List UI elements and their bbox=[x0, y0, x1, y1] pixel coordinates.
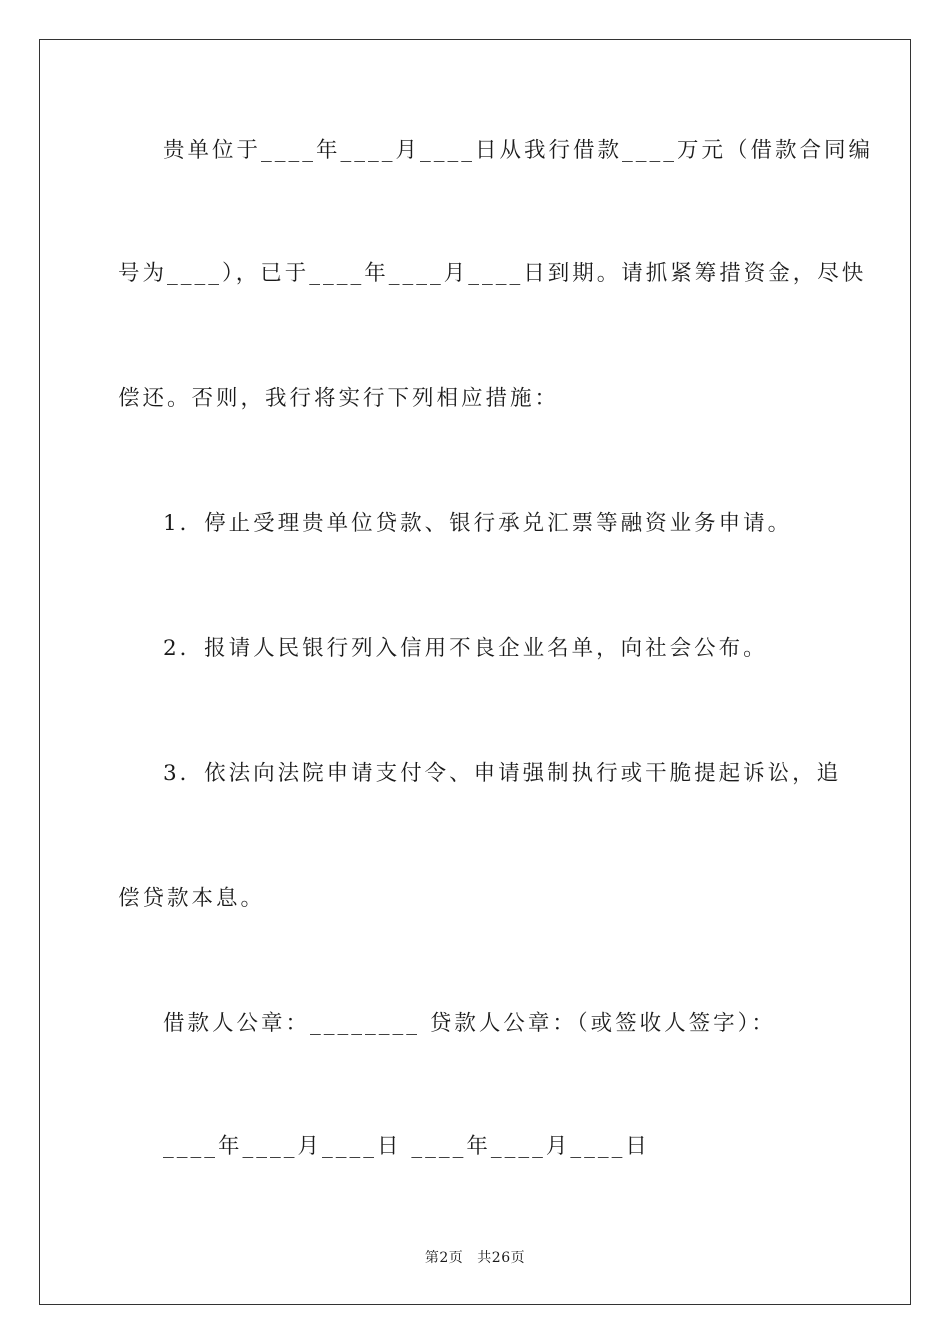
page-number: 第2页 bbox=[424, 1250, 464, 1266]
seal-line: 借款人公章：________ 贷款人公章：（或签收人签字）： bbox=[163, 1011, 776, 1036]
measure-item-3: 3．依法向法院申请支付令、申请强制执行或干脆提起诉讼，追 bbox=[163, 761, 842, 786]
measure-item-3-continued: 偿贷款本息。 bbox=[118, 886, 266, 911]
page-footer bbox=[0, 1247, 950, 1267]
measure-item-1: 1．停止受理贵单位贷款、银行承兑汇票等融资业务申请。 bbox=[163, 511, 793, 536]
paragraph-line-2: 号为____），已于____年____月____日到期。请抓紧筹措资金，尽快 bbox=[118, 261, 867, 286]
page-total: 共26页 bbox=[477, 1250, 526, 1266]
paragraph-line-1: 贵单位于____年____月____日从我行借款____万元（借款合同编 bbox=[163, 138, 874, 163]
paragraph-line-3: 偿还。否则，我行将实行下列相应措施： bbox=[118, 386, 560, 411]
measure-item-2: 2．报请人民银行列入信用不良企业名单，向社会公布。 bbox=[163, 636, 768, 661]
page-border bbox=[39, 39, 911, 1305]
date-line: ____年____月____日 ____年____月____日 bbox=[163, 1134, 650, 1159]
